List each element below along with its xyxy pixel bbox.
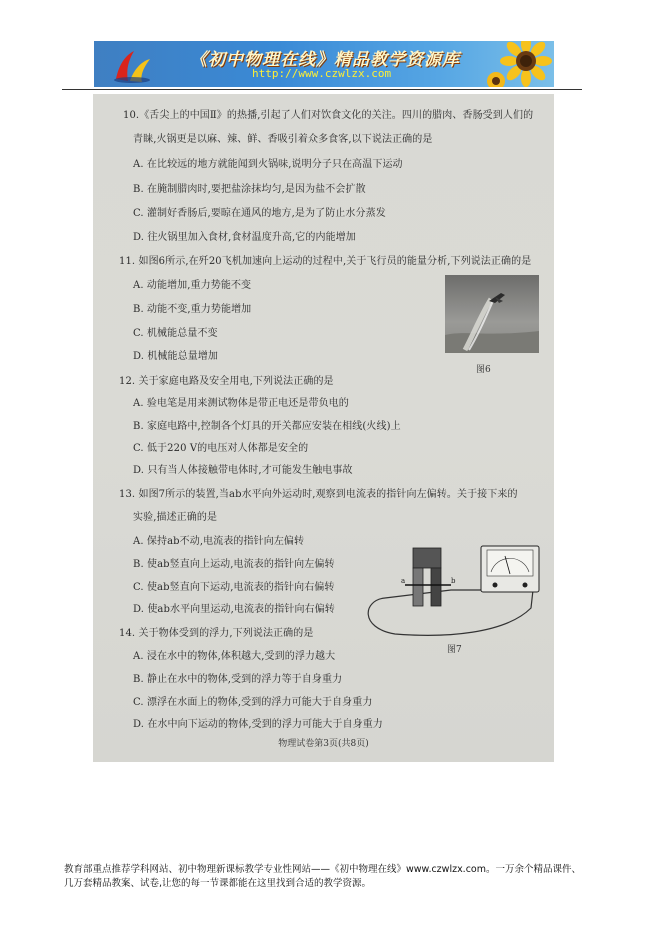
question-12-line-1: 12. 关于家庭电路及安全用电,下列说法正确的是 — [119, 376, 334, 387]
banner-url[interactable]: http://www.czwlzx.com — [252, 67, 392, 80]
header-rule — [62, 89, 582, 90]
question-11-option-a: A. 动能增加,重力势能不变 — [133, 280, 252, 291]
question-14-option-a: A. 浸在水中的物体,体积越大,受到的浮力越大 — [133, 651, 336, 662]
page-footer — [64, 863, 624, 891]
question-12-option-d: D. 只有当人体接触带电体时,才可能发生触电事故 — [133, 465, 353, 476]
question-14-option-d: D. 在水中向下运动的物体,受到的浮力可能大于自身重力 — [133, 719, 383, 730]
figure-7-apparatus — [355, 538, 545, 638]
question-13-line-1: 13. 如图7所示的装置,当ab水平向外运动时,观察到电流表的指针向左偏转。关于接下来的 — [119, 489, 518, 500]
question-11-option-c: C. 机械能总量不变 — [133, 328, 218, 339]
question-11-line-1: 11. 如图6所示,在歼20飞机加速向上运动的过程中,关于飞行员的能量分析,下列说法正确的是 — [119, 256, 532, 267]
question-12-option-a: A. 验电笔是用来测试物体是带正电还是带负电的 — [133, 398, 349, 409]
question-10-option-b: B. 在腌制腊肉时,要把盐涂抹均匀,是因为盐不会扩散 — [133, 184, 366, 195]
question-13-option-b: B. 使ab竖直向上运动,电流表的指针向左偏转 — [133, 559, 335, 570]
sunflower-icon — [486, 41, 554, 87]
question-10-option-a: A. 在比较远的地方就能闻到火锅味,说明分子只在高温下运动 — [133, 159, 403, 170]
figure-7-caption: 图7 — [447, 645, 462, 655]
question-13-option-d: D. 使ab水平向里运动,电流表的指针向右偏转 — [133, 604, 335, 615]
question-11-option-d: D. 机械能总量增加 — [133, 351, 219, 362]
question-14-option-c: C. 漂浮在水面上的物体,受到的浮力可能大于自身重力 — [133, 697, 373, 708]
question-14-option-b: B. 静止在水中的物体,受到的浮力等于自身重力 — [133, 674, 343, 685]
question-12-option-b: B. 家庭电路中,控制各个灯具的开关都应安装在相线(火线)上 — [133, 421, 401, 432]
svg-text:b: b — [451, 577, 456, 585]
figure-6-jet-photo — [445, 275, 539, 353]
question-11-option-b: B. 动能不变,重力势能增加 — [133, 304, 252, 315]
figure-6-caption: 图6 — [476, 365, 491, 375]
question-13-option-c: C. 使ab竖直向下运动,电流表的指针向右偏转 — [133, 582, 335, 593]
banner-title: 《初中物理在线》精品教学资源库 — [190, 50, 460, 70]
question-10-line-1: 10.《舌尖上的中国Ⅱ》的热播,引起了人们对饮食文化的关注。四川的腊肉、香肠受到人们的 — [123, 110, 534, 121]
question-13-option-a: A. 保持ab不动,电流表的指针向左偏转 — [133, 536, 305, 547]
question-14-line-1: 14. 关于物体受到的浮力,下列说法正确的是 — [119, 628, 314, 639]
question-10-option-d: D. 往火锅里加入食材,食材温度升高,它的内能增加 — [133, 232, 356, 243]
site-logo-icon — [112, 49, 152, 83]
question-12-option-c: C. 低于220 V的电压对人体都是安全的 — [133, 443, 309, 454]
svg-text:a: a — [401, 577, 406, 585]
site-banner — [94, 41, 554, 87]
scan-page-number: 物理试卷第3页(共8页) — [278, 739, 369, 749]
question-10-line-2: 青睐,火锅更是以麻、辣、鲜、香吸引着众多食客,以下说法正确的是 — [133, 134, 433, 145]
scanned-exam-page — [93, 94, 554, 762]
footer-line-1: 教育部重点推荐学科网站、初中物理新课标教学专业性网站——《初中物理在线》www.czwlzx.com。一万余个精品课件、 — [64, 864, 581, 875]
question-13-line-2: 实验,描述正确的是 — [133, 512, 218, 523]
question-10-option-c: C. 灌制好香肠后,要晾在通风的地方,是为了防止水分蒸发 — [133, 208, 386, 219]
footer-line-2: 几万套精品教案、试卷,让您的每一节课都能在这里找到合适的教学资源。 — [64, 878, 372, 889]
